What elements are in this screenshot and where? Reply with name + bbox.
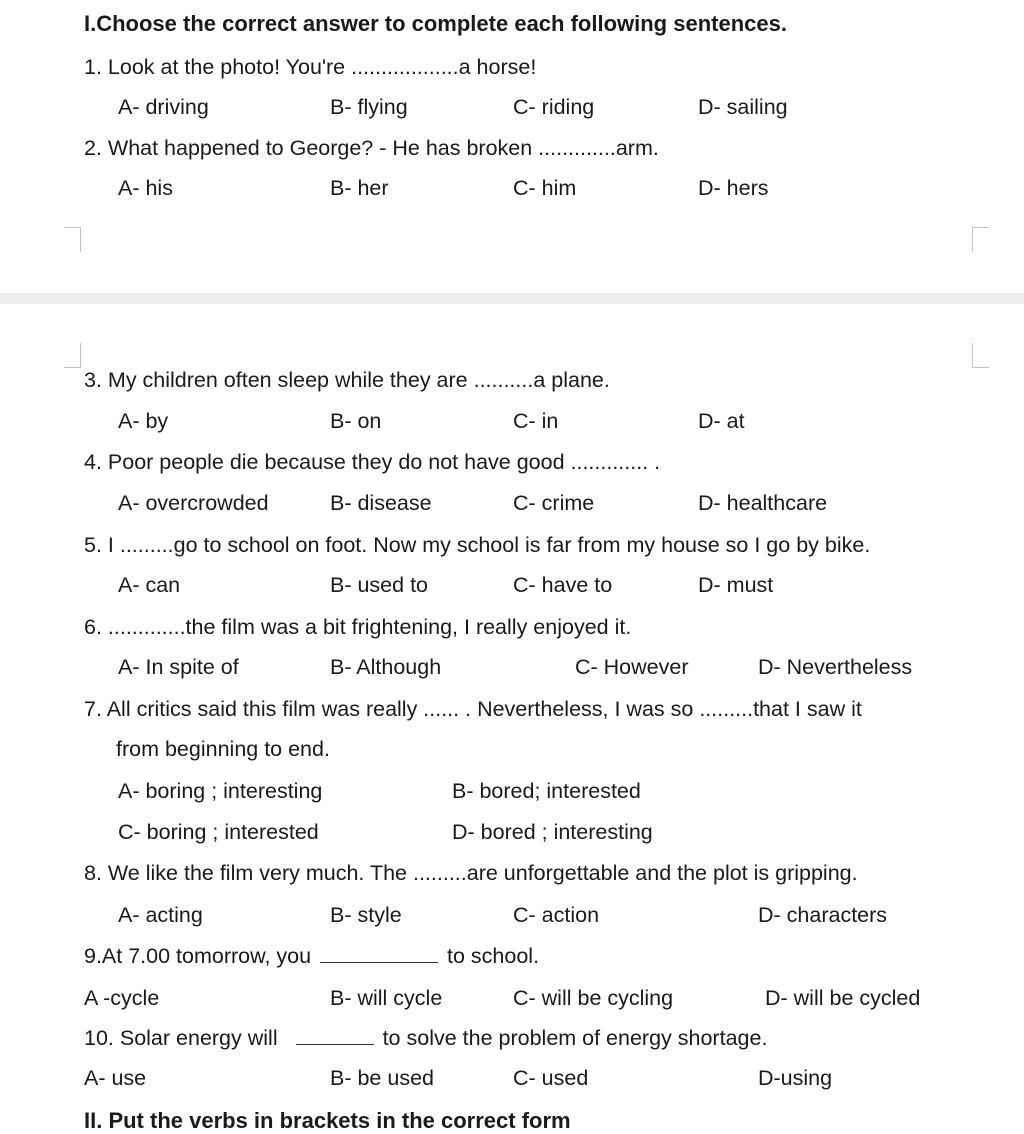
q7-option-b: B- bored; interested [452, 779, 641, 803]
q6-option-c: C- However [575, 655, 689, 679]
q3-option-c: C- in [513, 409, 559, 433]
q8-option-d: D- characters [758, 903, 888, 927]
q3-option-a: A- by [118, 409, 169, 433]
q3-option-d: D- at [698, 409, 745, 433]
question-10-start: 10. Solar energy will [84, 1026, 278, 1050]
page-corner-mark [64, 227, 81, 252]
q2-option-b: B- her [330, 176, 389, 200]
q9-option-d: D- will be cycled [765, 986, 921, 1010]
q10-option-b: B- be used [330, 1066, 434, 1090]
answer-blank [320, 961, 438, 963]
q5-option-d: D- must [698, 573, 774, 597]
q8-option-a: A- acting [118, 903, 203, 927]
q6-option-a: A- In spite of [118, 655, 239, 679]
q6-option-b: B- Although [330, 655, 442, 679]
q5-option-a: A- can [118, 573, 181, 597]
section-title: I.Choose the correct answer to complete each following sentences. [84, 11, 787, 36]
page-corner-mark [64, 343, 81, 368]
question-7-continued: from beginning to end. [116, 737, 330, 761]
question-5: 5. I .........go to school on foot. Now my school is far from my house so I go by bike. [84, 533, 871, 557]
q5-option-b: B- used to [330, 573, 428, 597]
q2-option-d: D- hers [698, 176, 769, 200]
q8-option-b: B- style [330, 903, 402, 927]
question-1: 1. Look at the photo! You're ..................a horse! [84, 55, 537, 79]
question-3: 3. My children often sleep while they are ..........a plane. [84, 368, 610, 392]
question-2: 2. What happened to George? - He has broken .............arm. [84, 136, 659, 160]
q9-option-c: C- will be cycling [513, 986, 674, 1010]
page-separator [0, 293, 1024, 304]
answer-blank [296, 1043, 374, 1045]
q1-option-b: B- flying [330, 95, 408, 119]
q10-option-d: D-using [758, 1066, 833, 1090]
question-10-end: to solve the problem of energy shortage. [382, 1026, 768, 1050]
next-section-title: II. Put the verbs in brackets in the correct form [84, 1108, 571, 1133]
q10-option-c: C- used [513, 1066, 589, 1090]
q1-option-a: A- driving [118, 95, 209, 119]
question-9-start: 9.At 7.00 tomorrow, you [84, 944, 312, 968]
q1-option-c: C- riding [513, 95, 595, 119]
question-7: 7. All critics said this film was really ...... . Nevertheless, I was so .........that I saw it [84, 697, 862, 721]
q4-option-b: B- disease [330, 491, 432, 515]
q2-option-a: A- his [118, 176, 173, 200]
question-10 [84, 1023, 767, 1053]
question-4: 4. Poor people die because they do not have good ............. . [84, 450, 661, 474]
q4-option-c: C- crime [513, 491, 595, 515]
q7-option-c: C- boring ; interested [118, 820, 319, 844]
q2-option-c: C- him [513, 176, 577, 200]
q6-option-d: D- Nevertheless [758, 655, 913, 679]
q10-option-a: A- use [84, 1066, 147, 1090]
question-9-end: to school. [447, 944, 540, 968]
q9-option-a: A -cycle [84, 986, 160, 1010]
q3-option-b: B- on [330, 409, 382, 433]
question-9 [84, 941, 539, 971]
q7-option-d: D- bored ; interesting [452, 820, 653, 844]
page-corner-mark [972, 343, 989, 368]
q7-option-a: A- boring ; interesting [118, 779, 323, 803]
page-corner-mark [972, 227, 989, 252]
q1-option-d: D- sailing [698, 95, 788, 119]
question-8: 8. We like the film very much. The .........are unforgettable and the plot is gripping. [84, 861, 858, 885]
q5-option-c: C- have to [513, 573, 613, 597]
q9-option-b: B- will cycle [330, 986, 443, 1010]
question-6: 6. .............the film was a bit frightening, I really enjoyed it. [84, 615, 632, 639]
q4-option-a: A- overcrowded [118, 491, 269, 515]
q4-option-d: D- healthcare [698, 491, 828, 515]
q8-option-c: C- action [513, 903, 600, 927]
